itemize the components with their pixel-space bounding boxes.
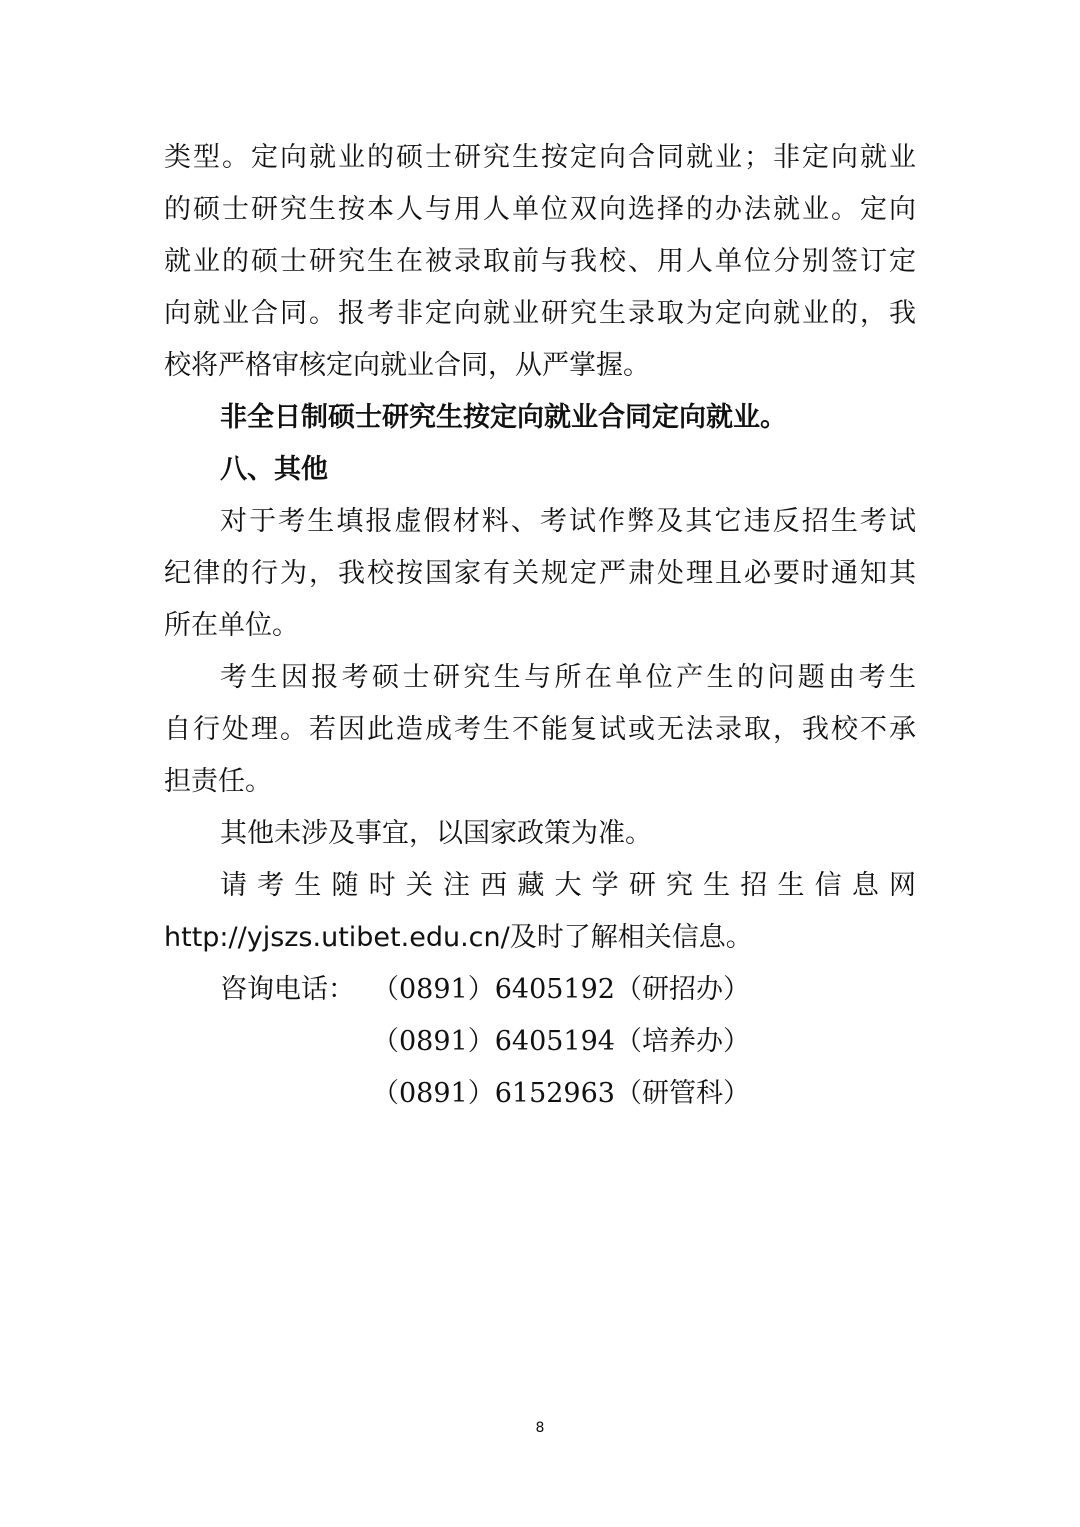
paragraph-line: 担责任。 (164, 766, 272, 797)
document-body (164, 132, 916, 1120)
contact-row (164, 1016, 916, 1068)
url-line (164, 912, 916, 964)
paragraph-line: 请考生随时关注西藏大学研究生招生信息网 (220, 870, 916, 901)
paragraph-line: 就业的硕士研究生在被录取前与我校、用人单位分别签订定 (164, 246, 916, 277)
contact-spacer (164, 1068, 372, 1120)
url-suffix: 及时了解相关信息。 (509, 922, 753, 953)
paragraph-line: 校将严格审核定向就业合同，从严掌握。 (164, 350, 650, 381)
contact-spacer (164, 1016, 372, 1068)
paragraph-line: 其他未涉及事宜，以国家政策为准。 (220, 818, 652, 849)
contact-row (164, 1068, 916, 1120)
phone-number: （0891）6405192（研招办） (372, 974, 750, 1005)
contact-row (164, 964, 916, 1016)
website-link[interactable]: http://yjszs.utibet.edu.cn/ (164, 922, 510, 953)
paragraph-line: 纪律的行为，我校按国家有关规定严肃处理且必要时通知其 (164, 558, 916, 589)
page-number: 8 (535, 1420, 545, 1436)
paragraph-line: 向就业合同。报考非定向就业研究生录取为定向就业的，我 (164, 298, 916, 329)
section-heading: 八、其他 (220, 454, 328, 485)
paragraph-line: 的硕士研究生按本人与用人单位双向选择的办法就业。定向 (164, 194, 916, 225)
paragraph-line: 考生因报考硕士研究生与所在单位产生的问题由考生 (220, 662, 916, 693)
paragraph-line: 所在单位。 (164, 610, 299, 641)
paragraph-line: 类型。定向就业的硕士研究生按定向合同就业；非定向就业 (164, 142, 916, 173)
phone-number: （0891）6152963（研管科） (372, 1078, 750, 1109)
contact-label: 咨询电话： (220, 974, 355, 1005)
phone-number: （0891）6405194（培养办） (372, 1026, 750, 1057)
part-time-note: 非全日制硕士研究生按定向就业合同定向就业。 (220, 402, 787, 433)
paragraph-line: 自行处理。若因此造成考生不能复试或无法录取，我校不承 (164, 714, 916, 745)
paragraph-line: 对于考生填报虚假材料、考试作弊及其它违反招生考试 (220, 506, 916, 537)
